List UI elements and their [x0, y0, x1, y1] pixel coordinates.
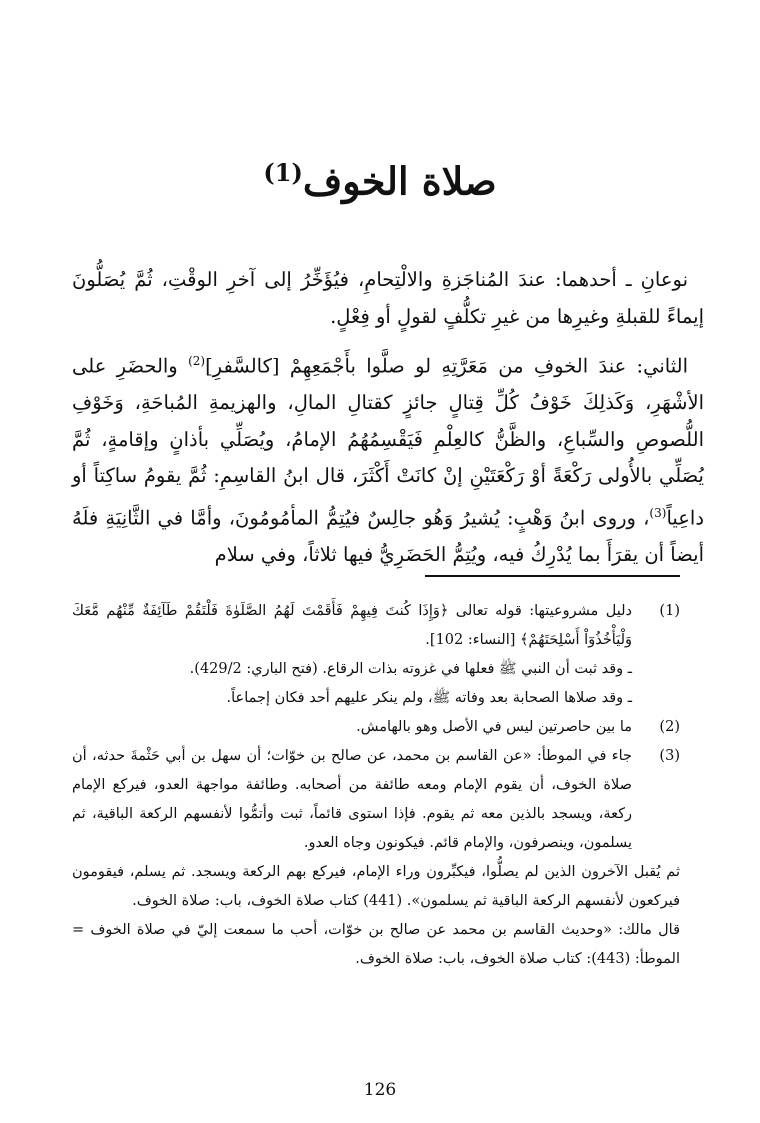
footnote-line: ـ وقد صلاها الصحابة بعد وفاته ﷺ، ولم ينكر عليهم أحد فكان إجماعاً.	[226, 690, 632, 706]
footnote-ref-3[interactable]: (3)	[649, 505, 667, 520]
footnote-line: ثم يُقبل الآخرون الذين لم يصلُّوا، فيكبِّرون وراء الإمام، فيركع بهم الركعة ويسجد. ثم يسلم، فيقومون فيركعون لأنفسهم الركعة الباقية ثم يسلمون». (441) كتاب صلاة الخوف، باب: صلاة الخوف.	[72, 864, 680, 909]
footnote-line: جاء في الموطأ: «عن القاسم بن محمد، عن صالح بن خوّات؛ أن سهل بن أبي حَثْمةَ حدثه، أن صلاة الخوف، أن يقوم الإمام ومعه طائفة من أصحابه. وطائفة مواجهة العدو، فيركع الإمام ركعة، ويسجد بالذين معه ثم يقوم. فإذا استوى قائماً، ثبت وأتمُّوا لأنفسهم الركعة الباقية، ثم يسلمون، وينصرفون، والإمام قائم. فيكونون وجاه العدو.	[72, 748, 632, 851]
paragraph-2-part-1: الثاني: عندَ الخوفِ من مَعَرَّتِهِ لو صلَّوا بأَجْمَعِهِمْ [كالسَّفرِ]	[205, 354, 688, 378]
footnote-line: ـ وقد ثبت أن النبي ﷺ فعلها في غزوته بذات الرقاع. (فتح الباري: 429/2).	[189, 661, 632, 677]
title-footnote-ref[interactable]: (1)	[263, 158, 303, 187]
footnote-2	[72, 713, 680, 742]
paragraph-1: نوعانِ ـ أحدهما: عندَ المُناجَزةِ والالْتِحامِ، فيُؤَخِّرُ إلى آخرِ الوقْتِ، ثُمَّ يُصَلُّونَ إيماءً للقبلةِ وغيرِها من غيرِ تكلُّفٍ لقولٍ أو فِعْلٍ.	[72, 268, 704, 328]
page-number: 126	[363, 1080, 397, 1100]
paragraph-2-part-3: ، وروى ابنُ وَهْبٍ: يُشيرُ وَهُو جالِسٌ فيُتِمُّ المأمُومُونَ، وأمَّا في الثَّانِيَةِ فلَهُ أيضاً أن يقرَأَ بما يُدْرِكُ فيه، ويُتِمُّ الحَضَرِيُّ فيها ثلاثاً، وفي سلام	[72, 506, 704, 566]
footnote-line: قال مالك: «وحديث القاسم بن محمد عن صالح بن خوّات، أحب ما سمعت إليّ في صلاة الخوف = الموطأ: (443): كتاب صلاة الخوف، باب: صلاة الخوف.	[72, 922, 680, 967]
paragraph-2	[72, 343, 704, 573]
footnotes	[72, 597, 680, 974]
footnote-number: (2)	[659, 719, 680, 735]
chapter-title	[0, 148, 760, 207]
footnote-line: ما بين حاصرتين ليس في الأصل وهو بالهامش.	[356, 719, 632, 735]
footnote-separator	[425, 575, 680, 577]
footnote-3	[72, 742, 680, 974]
chapter-title-text: صلاة الخوف	[302, 158, 497, 204]
footnote-line: دليل مشروعيتها: قوله تعالى ﴿وَإِذَا كُنتَ فِيهِمْ فَأَقَمْتَ لَهُمُ الصَّلَوٰةَ فَلْتَقُمْ طَآئِفَةٌ مِّنْهُم مَّعَكَ وَلْيَأْخُذُوٓاْ أَسْلِحَتَهُمْ﴾ [النساء: 102].	[72, 603, 632, 648]
footnote-number: (3)	[659, 748, 680, 764]
main-text	[72, 262, 704, 573]
footnote-ref-2[interactable]: (2)	[188, 354, 206, 368]
footnote-number: (1)	[659, 603, 680, 619]
paragraph-2-part-2: والحضَرِ على الأشْهَرِ، وَكَذلِكَ خَوْفُ كُلِّ قِتالٍ جائزٍ كقتالِ المالِ، والهزيمةِ المُباحَةِ، وَخَوْفِ اللُّصوصِ والسِّباعِ، والظَّنُّ كالعِلْمِ فَيَقْسِمُهُمُ الإمامُ، ويُصَلِّي بأذانٍ وإقامةٍ، ثُمَّ يُصَلِّي بالأُولى رَكْعَةً أوْ رَكْعَتَيْنِ إنْ كانَتْ أَكْثَرَ، قال ابنُ القاسِمِ: ثُمَّ يقومُ ساكِتاً أو داعِياً	[72, 354, 704, 529]
footnote-1	[72, 597, 680, 713]
